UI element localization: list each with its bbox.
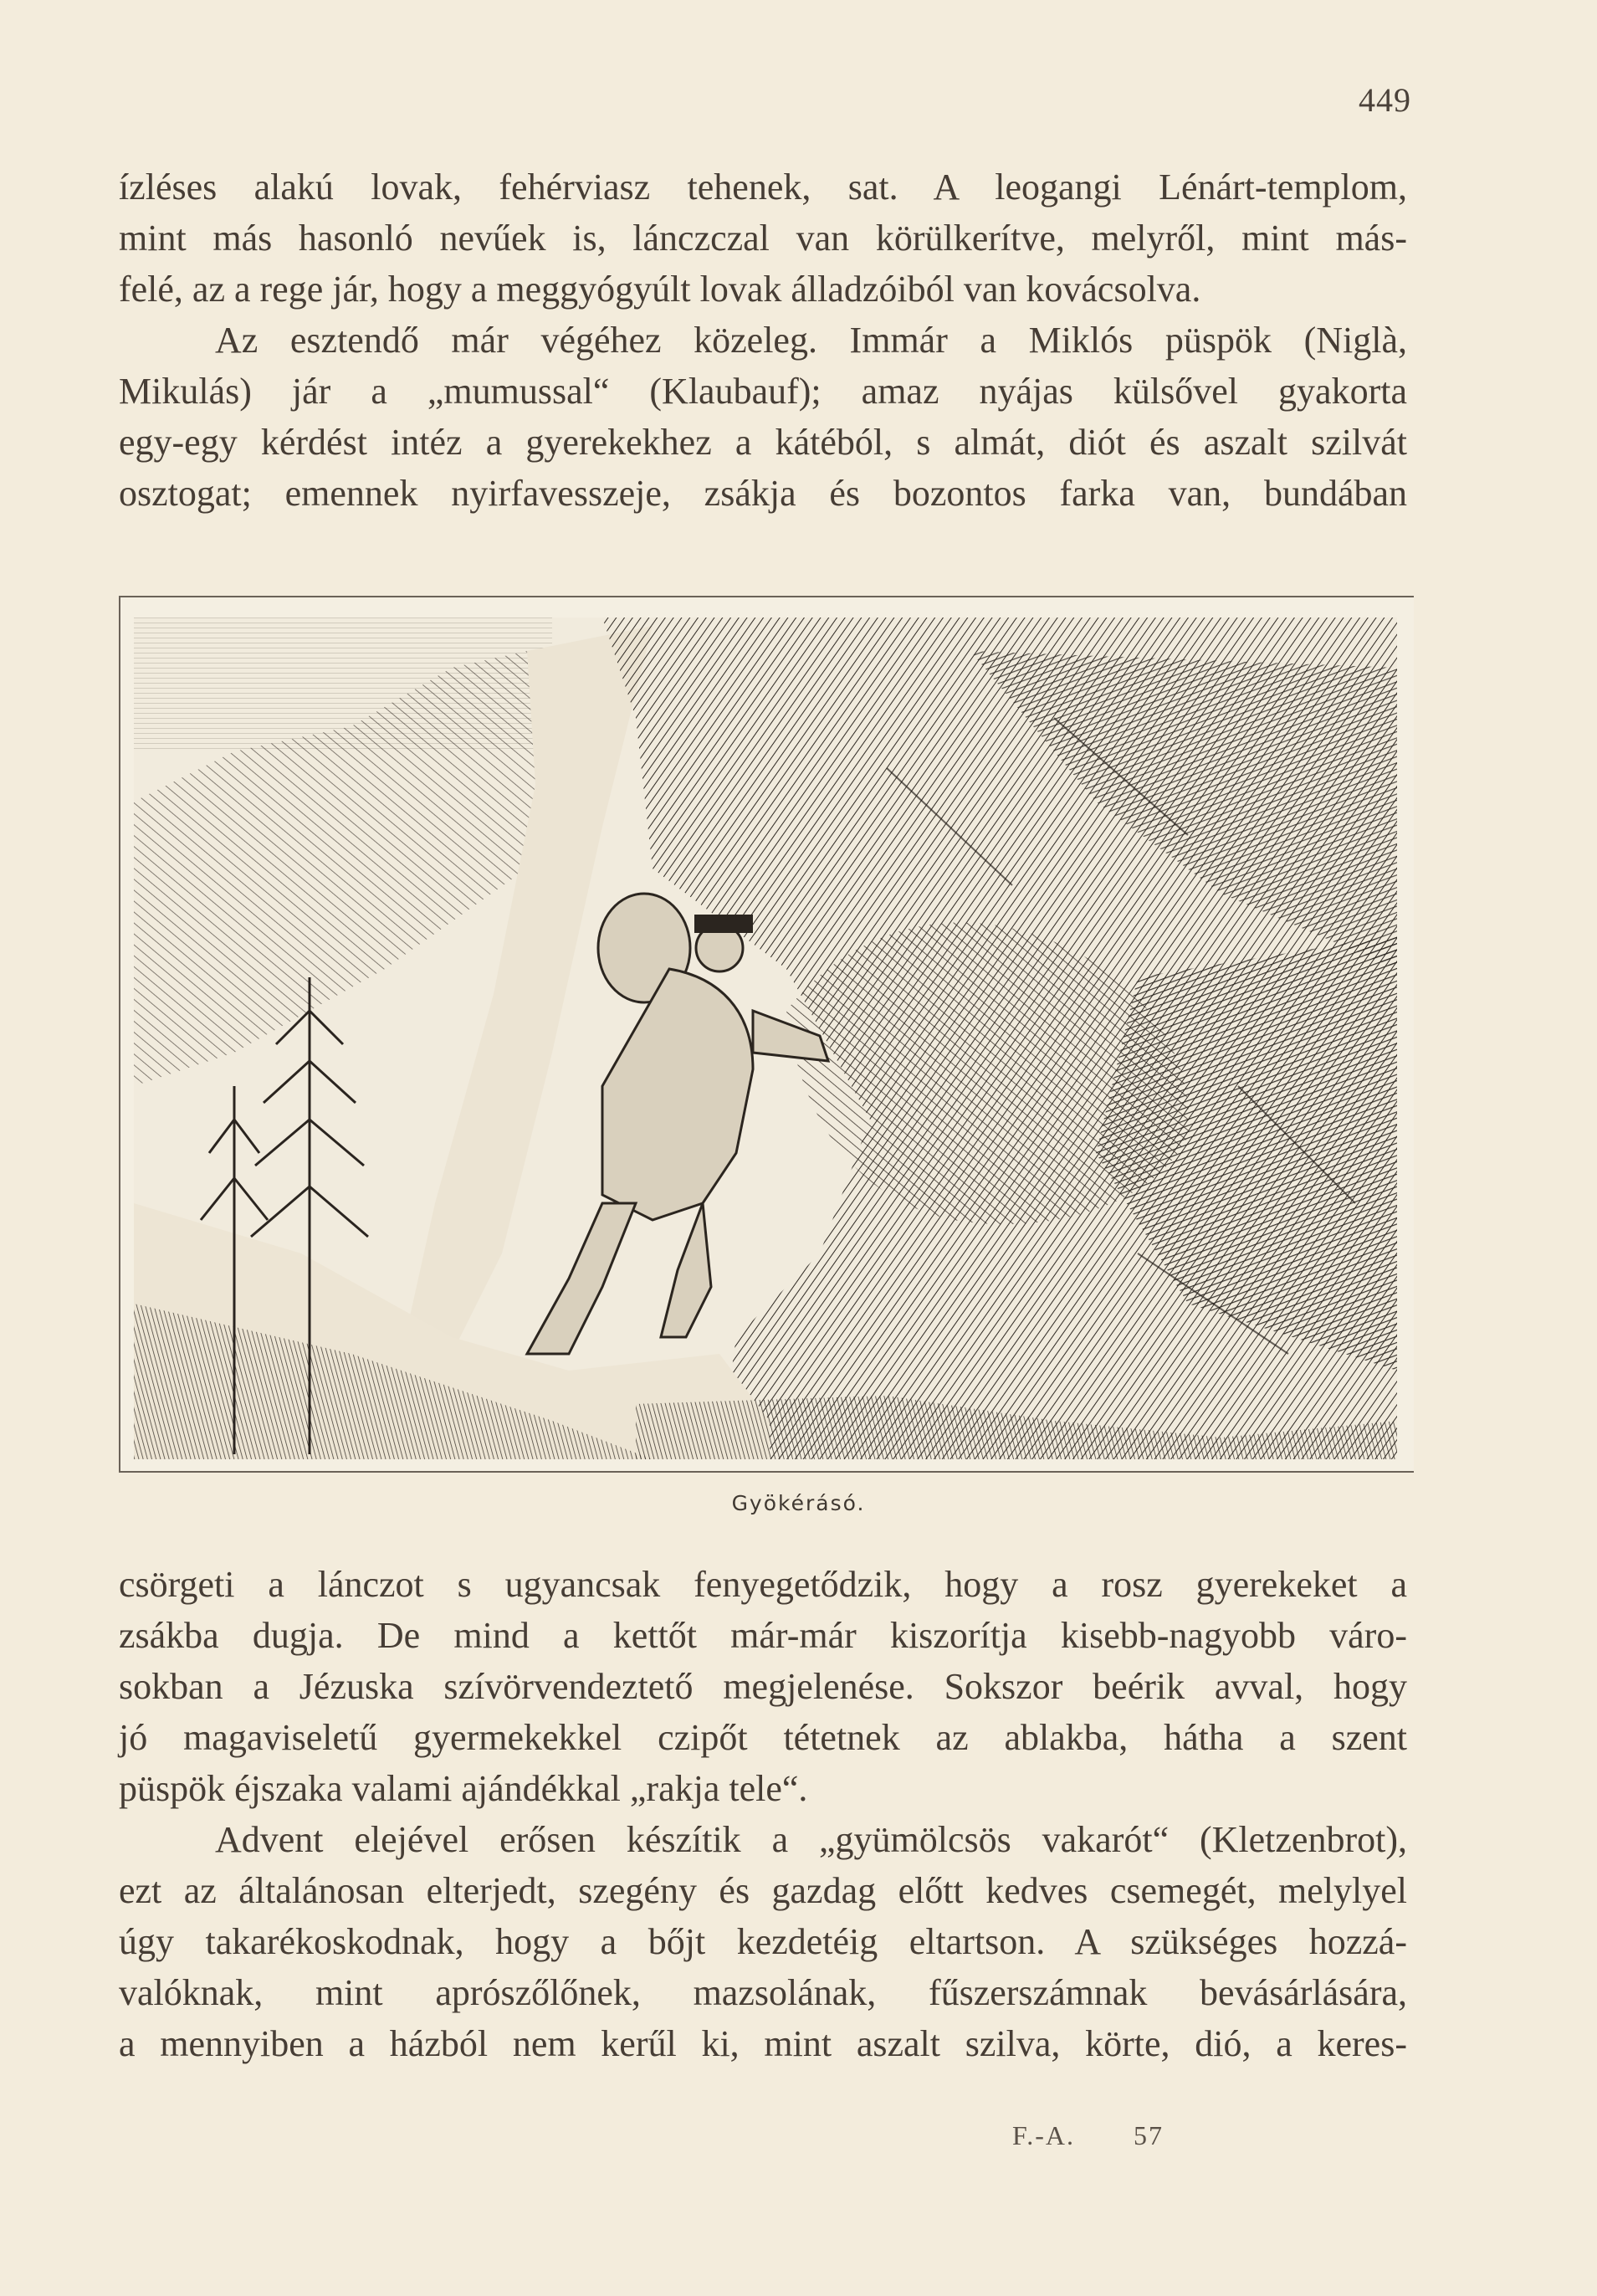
text-line: ezt az általánosan elterjedt, szegény és gazdag előtt kedves csemegét, melylyel <box>119 1870 1407 1911</box>
upper-text-block <box>119 161 1407 519</box>
lower-text-block <box>119 1559 1407 2069</box>
text-line: mint más hasonló nevűek is, lánczczal van körülkerítve, melyről, mint más- <box>119 218 1407 259</box>
figure-caption: Gyökérásó. <box>731 1491 866 1515</box>
signature-text: F.-A. <box>1012 2120 1075 2150</box>
text-line: Az esztendő már végéhez közeleg. Immár a Miklós püspök (Niglà, <box>215 320 1407 361</box>
page-number: 449 <box>1359 81 1411 119</box>
engraving-image <box>134 618 1397 1459</box>
text-line: osztogat; emennek nyirfavesszeje, zsákja és bozontos farka van, bundában <box>119 473 1407 514</box>
signature-mark <box>1012 2120 1214 2151</box>
text-line: a mennyiben a házból nem kerűl ki, mint aszalt szilva, körte, dió, a keres- <box>119 2023 1407 2064</box>
text-line: úgy takarékoskodnak, hogy a bőjt kezdetéig eltartson. A szükséges hozzá- <box>119 1921 1407 1962</box>
sheet-number: 57 <box>1134 2120 1164 2150</box>
text-line: Mikulás) jár a „mumussal“ (Klaubauf); amaz nyájas külsővel gyakorta <box>119 371 1407 412</box>
text-line: ízléses alakú lovak, fehérviasz tehenek, sat. A leogangi Lénárt-templom, <box>119 167 1407 208</box>
text-line: valóknak, mint aprószőlőnek, mazsolának, fűszerszámnak bevásárlására, <box>119 1972 1407 2013</box>
text-line: jó magaviseletű gyermekekkel czipőt tétetnek az ablakba, hátha a szent <box>119 1717 1407 1758</box>
text-line: felé, az a rege jár, hogy a meggyógyúlt lovak álladzóiból van kovácsolva. <box>119 269 1201 310</box>
text-line: sokban a Jézuska szívörvendeztető megjelenése. Sokszor beérik avval, hogy <box>119 1666 1407 1707</box>
text-line: püspök éjszaka valami ajándékkal „rakja tele“. <box>119 1768 808 1809</box>
text-line: csörgeti a lánczot s ugyancsak fenyegetődzik, hogy a rosz gyerekeket a <box>119 1564 1407 1605</box>
text-line: zsákba dugja. De mind a kettőt már-már kiszorítja kisebb-nagyobb váro- <box>119 1615 1407 1656</box>
text-line: Advent elejével erősen készítik a „gyümölcsös vakarót“ (Kletzenbrot), <box>215 1819 1407 1860</box>
text-line: egy-egy kérdést intéz a gyerekekhez a kátéból, s almát, diót és aszalt szilvát <box>119 422 1407 463</box>
engraving-illustration <box>119 596 1414 1473</box>
